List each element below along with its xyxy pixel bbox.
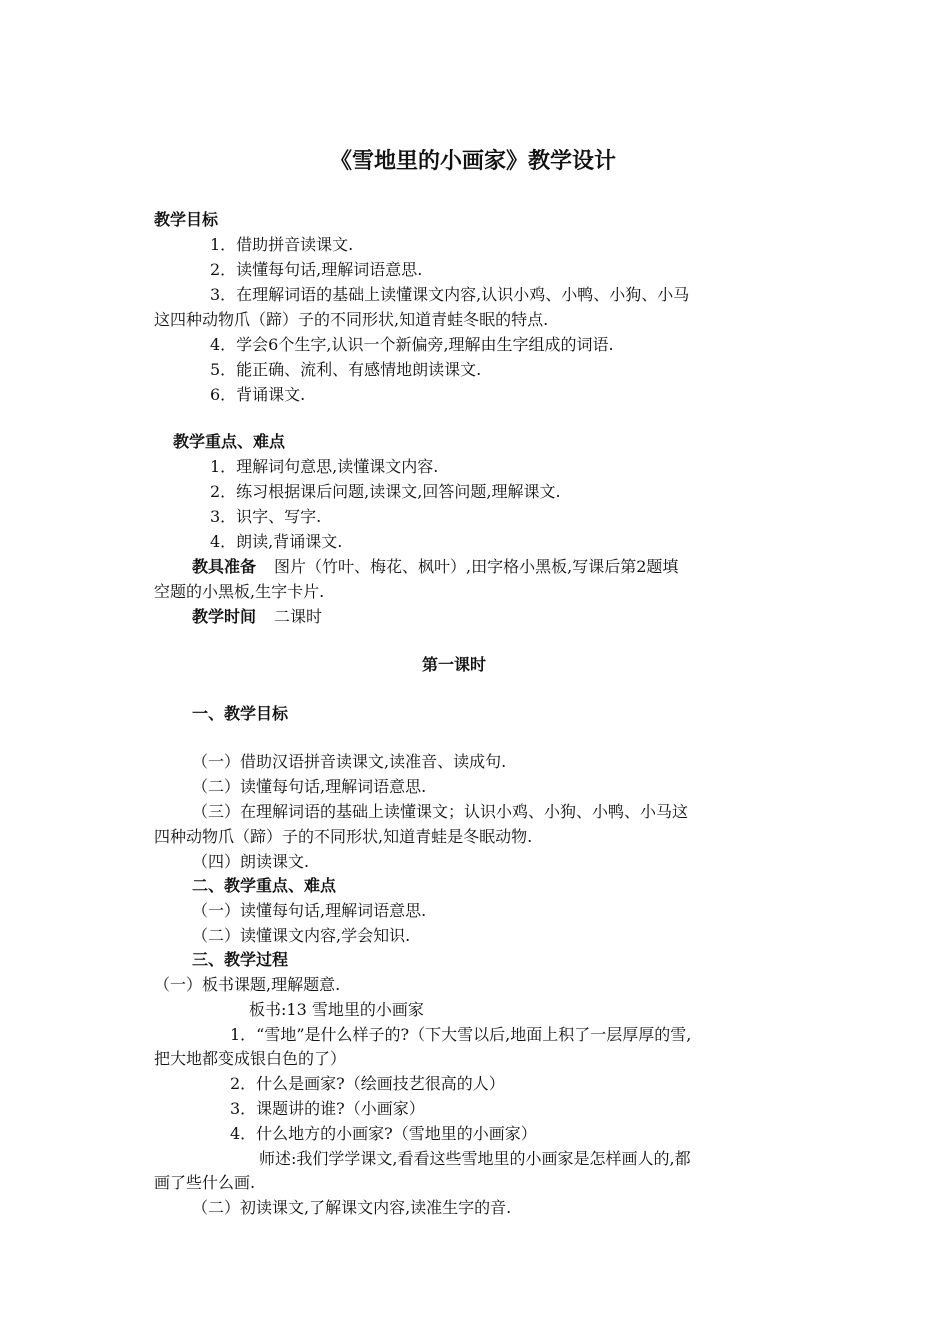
page-title: 《雪地里的小画家》教学设计: [330, 149, 617, 174]
goals-heading: 教学目标: [154, 210, 219, 229]
process-question: 2．什么是画家?（绘画技艺很高的人）: [230, 1074, 505, 1093]
lesson-key-item: （二）读懂课文内容,学会知识.: [192, 926, 411, 945]
process-question: 1．“雪地”是什么样子的?（下大雪以后,地面上积了一层厚厚的雪,: [230, 1025, 692, 1044]
lesson-goal-item: （三）在理解词语的基础上读懂课文；认识小鸡、小狗、小鸭、小马这: [192, 802, 689, 821]
goal-item: 4．学会6个生字,认识一个新偏旁,理解由生字组成的词语.: [210, 335, 614, 354]
key-point-item: 4．朗读,背诵课文.: [210, 532, 343, 551]
tools-label: 教具准备: [192, 557, 257, 576]
blackboard-line: 板书:13 雪地里的小画家: [249, 1000, 424, 1019]
lesson-key-item: （一）读懂每句话,理解词语意思.: [192, 901, 427, 920]
key-point-item: 1．理解词句意思,读懂课文内容.: [210, 457, 439, 476]
process-question: 3．课题讲的谁?（小画家）: [230, 1099, 425, 1118]
time-line: [192, 607, 322, 627]
lesson-goal-item: （一）借助汉语拼音读课文,读准音、读成句.: [192, 752, 507, 771]
process-step: （一）板书课题,理解题意.: [154, 975, 341, 994]
teacher-narration-continued: 画了些什么画.: [154, 1173, 256, 1192]
tools-line: [192, 557, 678, 577]
tools-text: 图片（竹叶、梅花、枫叶）,田字格小黑板,写课后第2题填: [274, 557, 679, 576]
process-step: （二）初读课文,了解课文内容,读准生字的音.: [192, 1198, 512, 1217]
process-question-continued: 把大地都变成银白色的了）: [154, 1049, 347, 1068]
lesson-heading: 第一课时: [422, 655, 487, 674]
key-point-item: 2．练习根据课后问题,读课文,回答问题,理解课文.: [210, 482, 561, 501]
key-point-item: 3．识字、写字.: [210, 507, 322, 526]
goal-item: 2．读懂每句话,理解词语意思.: [210, 260, 423, 279]
time-label: 教学时间: [192, 607, 257, 626]
tools-text-continued: 空题的小黑板,生字卡片.: [154, 582, 325, 601]
lesson-goal-item: （二）读懂每句话,理解词语意思.: [192, 777, 427, 796]
goal-item: 3．在理解词语的基础上读懂课文内容,认识小鸡、小鸭、小狗、小马: [210, 285, 690, 304]
teacher-narration: 师述:我们学学课文,看看这些雪地里的小画家是怎样画人的,都: [259, 1149, 691, 1168]
lesson-goals-heading: 一、教学目标: [192, 704, 289, 723]
time-text: 二课时: [274, 607, 323, 626]
goal-item: 6．背诵课文.: [210, 385, 306, 404]
lesson-key-heading: 二、教学重点、难点: [192, 876, 337, 895]
process-heading: 三、教学过程: [192, 950, 289, 969]
goal-item-continued: 这四种动物爪（蹄）子的不同形状,知道青蛙冬眠的特点.: [154, 310, 549, 329]
process-question: 4．什么地方的小画家?（雪地里的小画家）: [230, 1124, 537, 1143]
lesson-goal-item: （四）朗读课文.: [192, 852, 310, 871]
goal-item: 1．借助拼音读课文.: [210, 235, 354, 254]
key-points-heading: 教学重点、难点: [173, 432, 286, 451]
lesson-goal-item-continued: 四种动物爪（蹄）子的不同形状,知道青蛙是冬眠动物.: [154, 827, 533, 846]
goal-item: 5．能正确、流利、有感情地朗读课文.: [210, 360, 482, 379]
